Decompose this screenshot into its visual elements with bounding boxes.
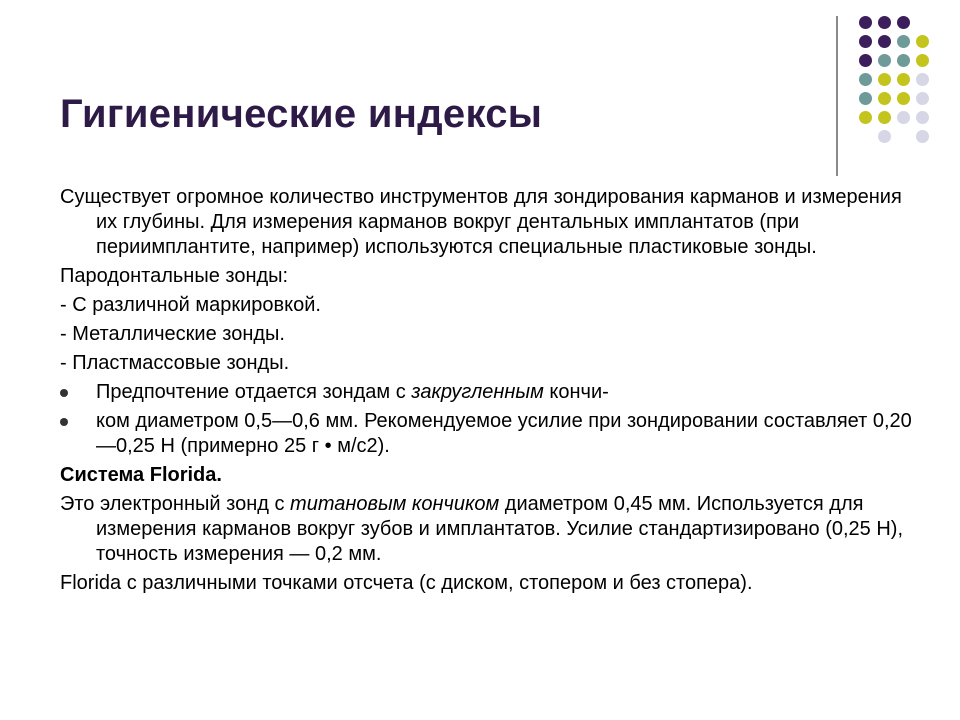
bullet-text-after: кончи- bbox=[543, 381, 609, 403]
decorative-dot bbox=[859, 16, 872, 29]
heading-florida: Система Florida. bbox=[60, 464, 222, 486]
decorative-dot bbox=[878, 130, 891, 143]
decorative-dot bbox=[897, 54, 910, 67]
paragraph-florida-variants: Florida с различными точками отсчета (с диском, стопером и без стопера). bbox=[60, 572, 753, 594]
decorative-dot bbox=[897, 92, 910, 105]
decorative-dot bbox=[878, 54, 891, 67]
bullet-text-before: Предпочтение отдается зондам с bbox=[96, 381, 412, 403]
decorative-dot bbox=[878, 16, 891, 29]
text-italic: титановым кончиком bbox=[290, 493, 500, 515]
decorative-dot bbox=[859, 92, 872, 105]
decorative-dot bbox=[916, 73, 929, 86]
decorative-dot bbox=[916, 54, 929, 67]
decorative-dot bbox=[916, 130, 929, 143]
paragraph-periodontal-probes: Пародонтальные зонды: bbox=[60, 265, 289, 287]
decorative-dot bbox=[897, 73, 910, 86]
decorative-dot bbox=[859, 111, 872, 124]
decorative-dot bbox=[897, 35, 910, 48]
text-after: диаметром 0,45 мм. Используется для измерения карманов вокруг зубов и имплантатов. Усилие стандартизировано (0,25 Н), точность измерения — 0,2 мм. bbox=[96, 493, 904, 565]
list-item-plastic: - Пластмассовые зонды. bbox=[60, 352, 290, 374]
decorative-dot bbox=[897, 16, 910, 29]
text-before: Это электронный зонд с bbox=[60, 493, 291, 515]
decorative-dot bbox=[916, 35, 929, 48]
decorative-dot bbox=[897, 111, 910, 124]
decorative-dot bbox=[916, 92, 929, 105]
bullet-text: ком диаметром 0,5—0,6 мм. Рекомендуемое усилие при зондировании составляет 0,20—0,25 Н (примерно 25 г • м/с2). bbox=[96, 410, 912, 457]
bullet-icon bbox=[60, 418, 68, 426]
slide-body bbox=[60, 185, 920, 600]
paragraph-electronic-probe bbox=[60, 492, 920, 567]
decorative-dot bbox=[859, 35, 872, 48]
list-item-marking: - С различной маркировкой. bbox=[60, 294, 321, 316]
decorative-dot bbox=[878, 35, 891, 48]
slide-title: Гигиенические индексы bbox=[60, 92, 543, 136]
decorative-dot bbox=[859, 54, 872, 67]
decorative-dot bbox=[878, 111, 891, 124]
decorative-dot bbox=[878, 92, 891, 105]
bullet-item-preference bbox=[60, 380, 920, 405]
decorative-dot bbox=[916, 111, 929, 124]
bullet-item-diameter bbox=[60, 409, 920, 459]
list-item-metal: - Металлические зонды. bbox=[60, 323, 285, 345]
decorative-dot bbox=[878, 73, 891, 86]
decorative-dot bbox=[859, 73, 872, 86]
bullet-text-italic: закругленным bbox=[411, 381, 544, 403]
bullet-icon bbox=[60, 389, 68, 397]
paragraph-instruments: Существует огромное количество инструментов для зондирования карманов и измерения их глубины. Для измерения карманов вокруг дентальных имплантатов (при периимплантите, например) используются специальные пластиковые зонды. bbox=[60, 186, 902, 258]
vertical-divider bbox=[836, 16, 838, 176]
